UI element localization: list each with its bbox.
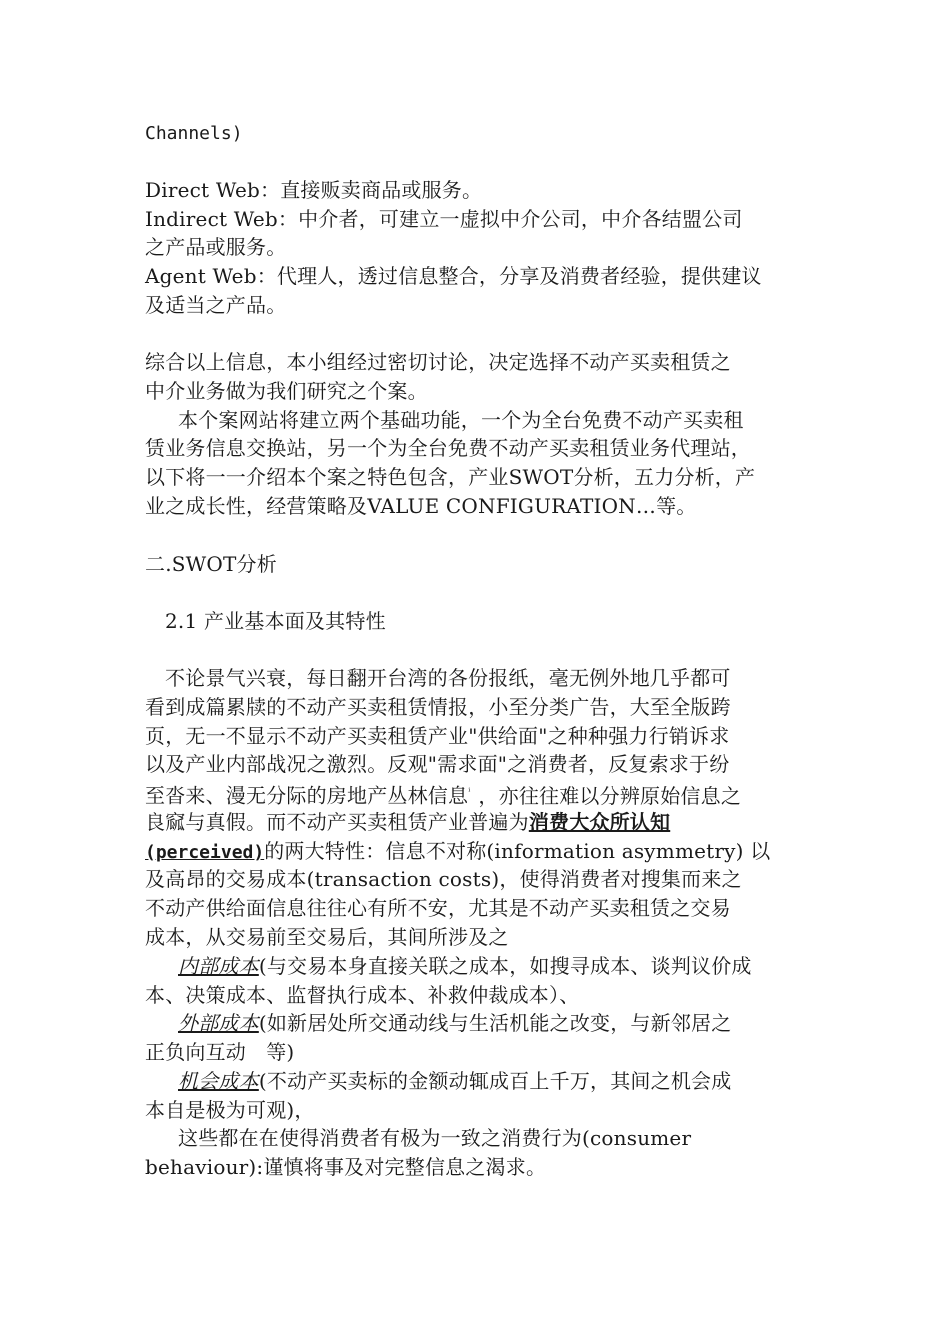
text-line: 及适当之产品。 bbox=[145, 293, 287, 317]
cost-term: 机会成本 bbox=[178, 1069, 259, 1093]
text-line: 以下将一一介绍本个案之特色包含，产业SWOT分析，五力分析，产 bbox=[145, 465, 756, 489]
footnote-marker[interactable]: ⁱ bbox=[468, 787, 471, 798]
text-line: 本个案网站将建立两个基础功能，一个为全台免费不动产买卖租 bbox=[178, 408, 744, 432]
text-line: 良窳与真假。而不动产买卖租赁产业普遍为消费大众所认知 bbox=[145, 810, 671, 834]
text-line: 看到成篇累牍的不动产买卖租赁情报，小至分类广告，大至全版跨 bbox=[145, 695, 731, 719]
emphasis-term: 消费大众所认知 bbox=[528, 810, 671, 834]
text-line: 及高昂的交易成本(transaction costs)，使得消费者对搜集而来之 bbox=[145, 867, 742, 891]
text-line: Channels) bbox=[145, 123, 243, 144]
text-line: 不动产供给面信息往往心有所不安，尤其是不动产买卖租赁之交易 bbox=[145, 896, 731, 920]
cost-term: 内部成本 bbox=[178, 954, 259, 978]
text-line: 至沓来、漫无分际的房地产丛林信息$^{^i}$ ，亦往往难以分辨原始信息之 bbox=[145, 783, 742, 808]
cost-term: 外部成本 bbox=[178, 1011, 259, 1035]
text-line: 赁业务信息交换站，另一个为全台免费不动产买卖租赁业务代理站， bbox=[145, 436, 751, 460]
text-line: Direct Web：直接贩卖商品或服务。 bbox=[145, 178, 483, 202]
text-line: 内部成本(与交易本身直接关联之成本，如搜寻成本、谈判议价成 bbox=[178, 954, 752, 978]
text-line: 综合以上信息，本小组经过密切讨论，决定选择不动产买卖租赁之 bbox=[145, 350, 731, 374]
text-line: 以及产业内部战况之激烈。反观"需求面"之消费者，反复索求于纷 bbox=[145, 752, 730, 776]
text-line: 中介业务做为我们研究之个案。 bbox=[145, 379, 428, 403]
text-line: 成本，从交易前至交易后，其间所涉及之 bbox=[145, 925, 509, 949]
text-line: 机会成本(不动产买卖标的金额动辄成百上千万，其间之机会成 bbox=[178, 1069, 732, 1093]
text-line: Indirect Web：中介者，可建立一虚拟中介公司，中介各结盟公司 bbox=[145, 207, 743, 231]
text-line: 外部成本(如新居处所交通动线与生活机能之改变，与新邻居之 bbox=[178, 1011, 732, 1035]
text-line: 这些都在在使得消费者有极为一致之消费行为(consumer bbox=[178, 1126, 692, 1150]
text-line: behaviour):谨慎将事及对完整信息之渴求。 bbox=[145, 1155, 547, 1179]
text-line: 之产品或服务。 bbox=[145, 235, 287, 259]
section-heading: 二.SWOT分析 bbox=[145, 552, 277, 576]
text-line: 业之成长性，经营策略及VALUE CONFIGURATION…等。 bbox=[145, 494, 697, 518]
text-line: 不论景气兴衰，每日翻开台湾的各份报纸，毫无例外地几乎都可 bbox=[165, 666, 731, 690]
text-line: Agent Web：代理人，透过信息整合，分享及消费者经验，提供建议 bbox=[145, 264, 762, 288]
text-line: 本自是极为可观)， bbox=[145, 1098, 315, 1122]
text-line: 本、决策成本、监督执行成本、补救仲裁成本）、 bbox=[145, 983, 580, 1007]
emphasis-term: (perceived) bbox=[145, 842, 265, 863]
text-line: (perceived)的两大特性：信息不对称(information asymmetry) 以 bbox=[145, 839, 771, 863]
text-line: 页，无一不显示不动产买卖租赁产业"供给面"之种种强力行销诉求 bbox=[145, 724, 730, 748]
text-line: 正负向互动 等) bbox=[145, 1040, 295, 1064]
subsection-heading: 2.1 产业基本面及其特性 bbox=[165, 609, 386, 633]
